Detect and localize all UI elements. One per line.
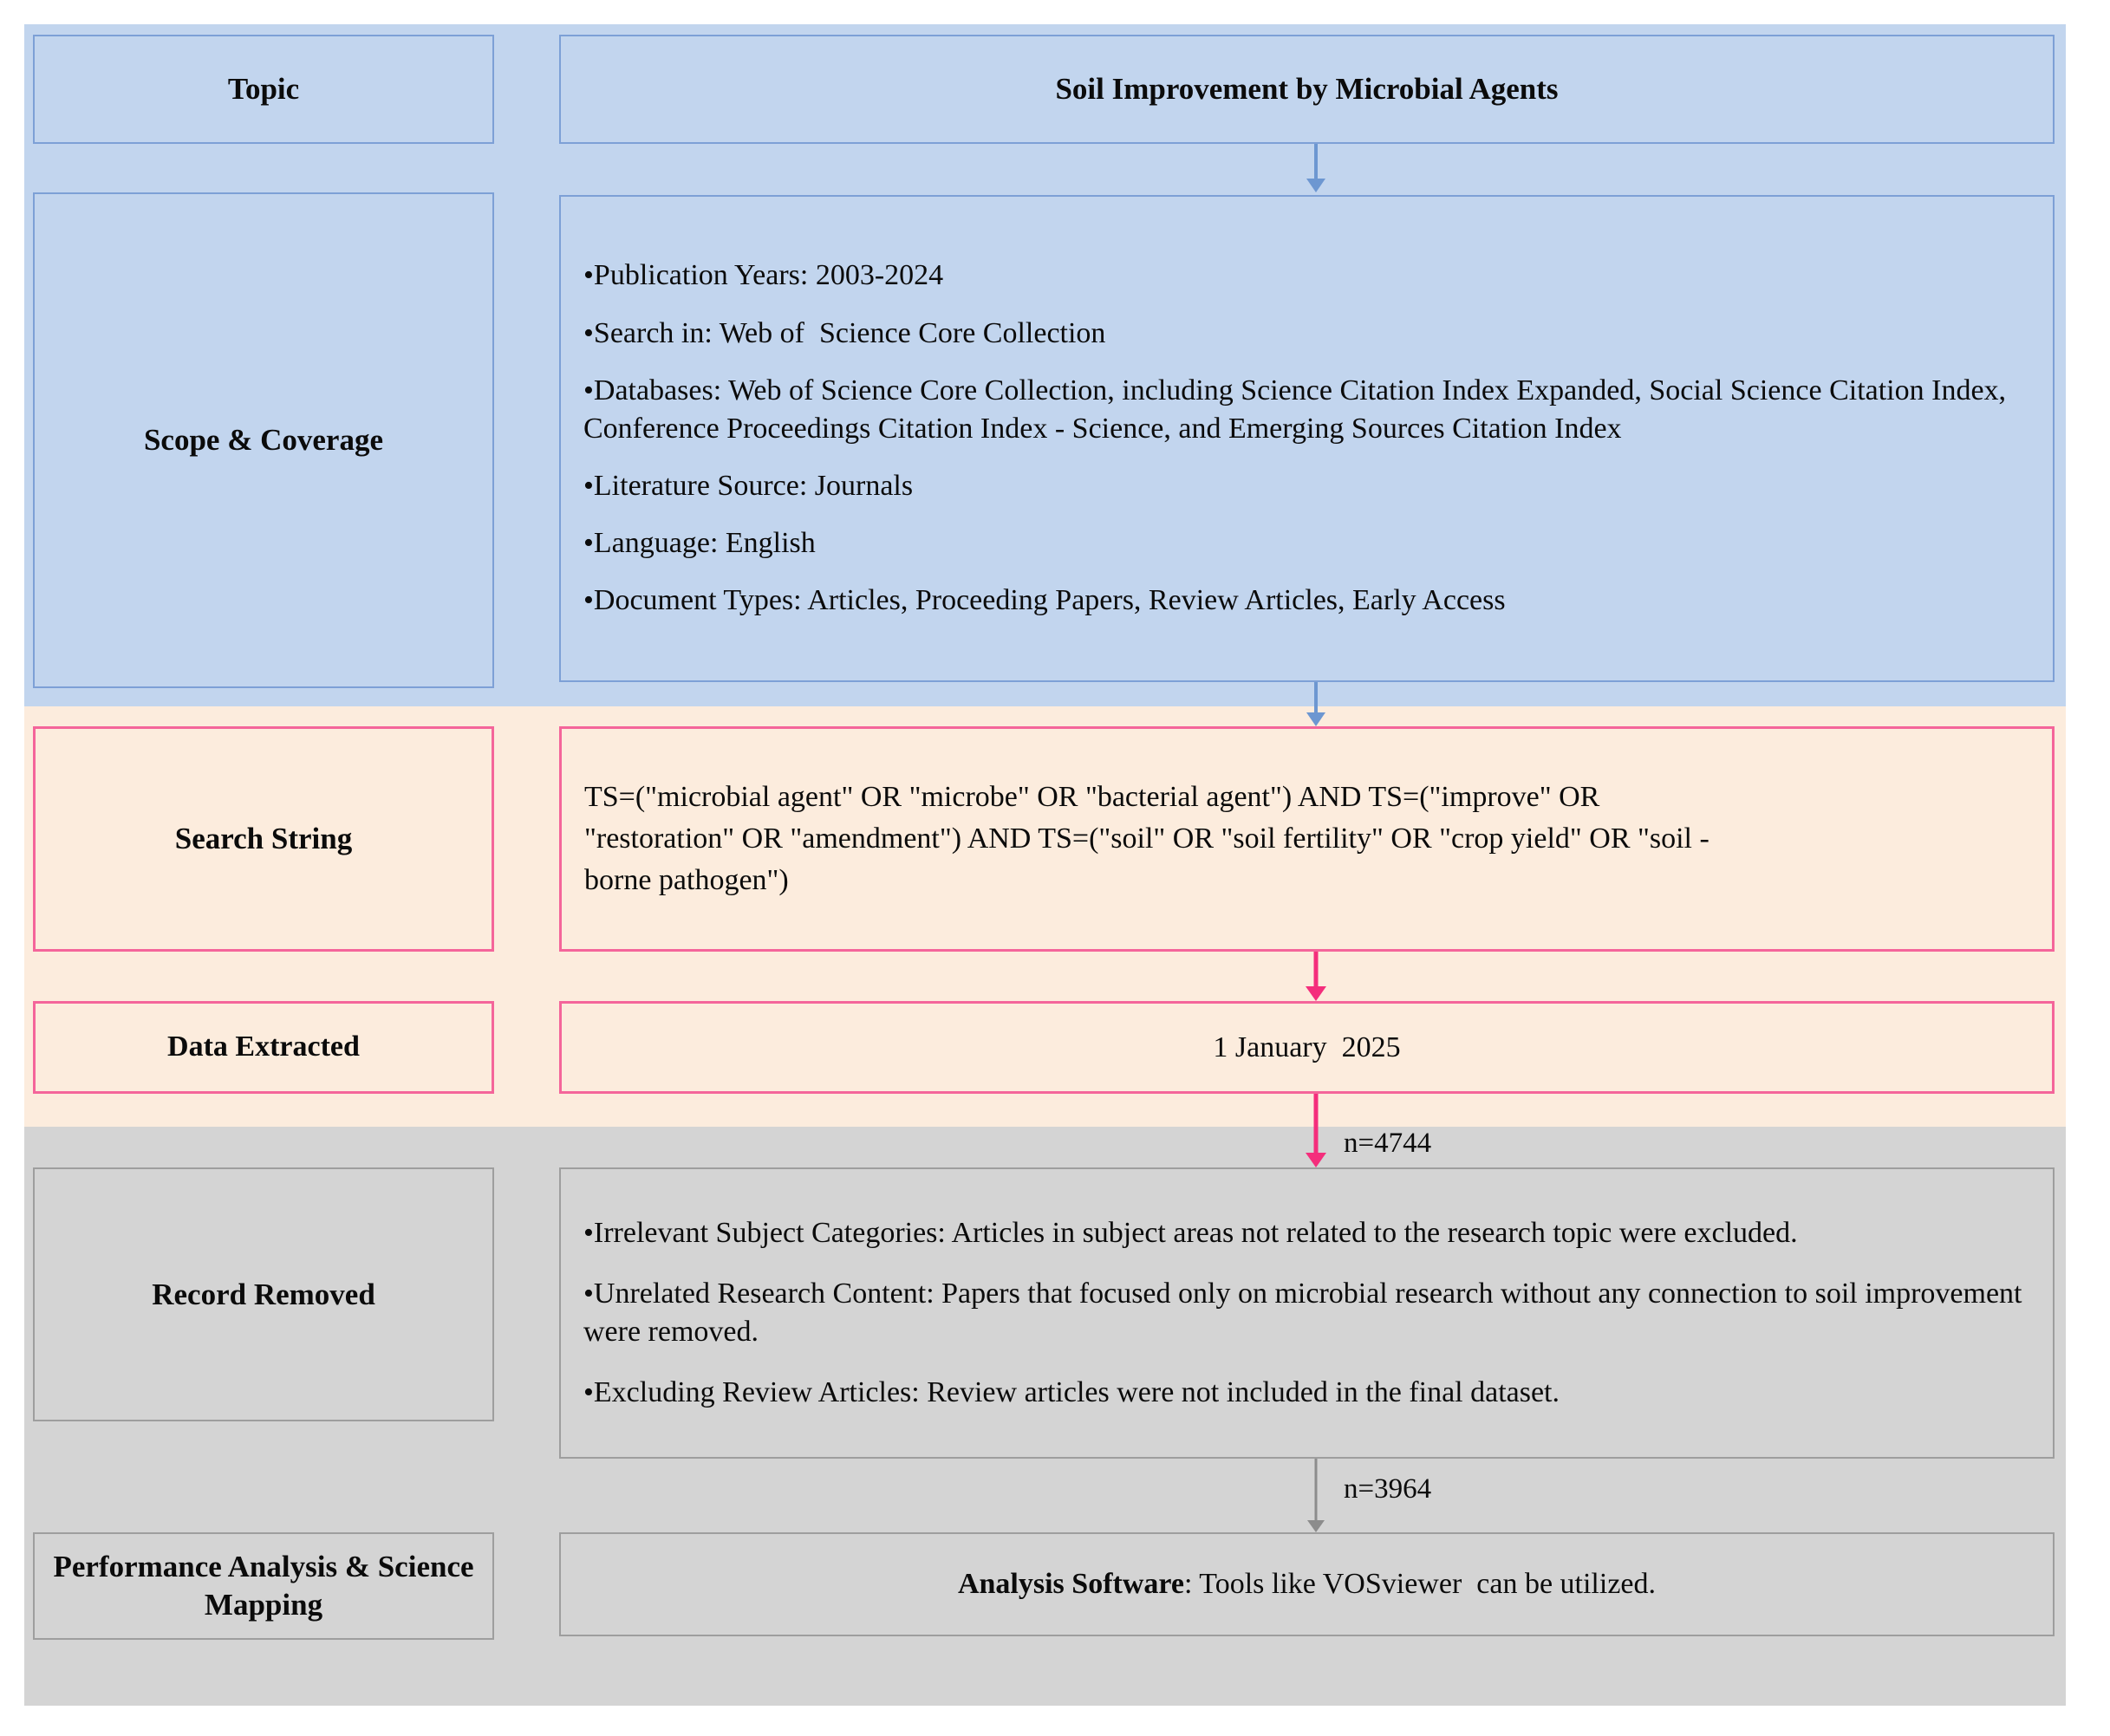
record-removed-content-box bbox=[559, 1167, 2055, 1459]
topic-label: Topic bbox=[227, 72, 300, 107]
extraction-date: 1 January 2025 bbox=[1213, 1031, 1401, 1063]
scope-bullet-search-in: • Search in: Web of Science Core Collection bbox=[583, 315, 2030, 353]
search-label: Search String bbox=[174, 822, 353, 856]
data-extracted-label-box bbox=[33, 1001, 494, 1094]
arrow-stem bbox=[1314, 682, 1318, 716]
arrow-scope-to-search bbox=[1305, 682, 1327, 726]
search-string-line: TS=("microbial agent" OR "microbe" OR "bacterial agent") AND TS=("improve" OR bbox=[584, 780, 1600, 813]
data-extracted-label: Data Extracted bbox=[167, 1031, 360, 1063]
arrow-down-icon bbox=[1306, 712, 1325, 726]
search-content-box bbox=[559, 726, 2055, 952]
arrow-down-icon bbox=[1306, 179, 1325, 192]
arrow-record-to-analysis bbox=[1305, 1459, 1327, 1532]
arrow-data-to-record bbox=[1305, 1094, 1327, 1167]
scope-bullet-literature-source: • Literature Source: Journals bbox=[583, 467, 2030, 505]
analysis-software-box bbox=[559, 1532, 2055, 1636]
analysis-software-text bbox=[958, 1568, 1656, 1601]
record-bullet-irrelevant-categories: • Irrelevant Subject Categories: Articles in subject areas not related to the research topic were excluded. bbox=[583, 1214, 2030, 1252]
count-after-extraction: n=4744 bbox=[1344, 1128, 1432, 1159]
record-removed-label-box bbox=[33, 1167, 494, 1421]
topic-title: Soil Improvement by Microbial Agents bbox=[1055, 72, 1559, 106]
arrow-down-icon bbox=[1306, 986, 1326, 1001]
arrow-stem bbox=[1314, 1094, 1319, 1155]
analysis-software-detail: : Tools like VOSviewer can be utilized. bbox=[1183, 1568, 1657, 1600]
record-bullet-unrelated-content: • Unrelated Research Content: Papers that focused only on microbial research without any connection to soil improvement were removed. bbox=[583, 1275, 2030, 1351]
arrow-down-icon bbox=[1306, 1153, 1326, 1167]
search-label-box bbox=[33, 726, 494, 952]
arrow-down-icon bbox=[1307, 1520, 1325, 1532]
record-bullet-excluding-reviews: • Excluding Review Articles: Review articles were not included in the final dataset. bbox=[583, 1374, 2030, 1412]
arrow-stem bbox=[1314, 144, 1318, 182]
search-string-line: "restoration" OR "amendment") AND TS=("soil" OR "soil fertility" OR "crop yield" OR "soil - bbox=[584, 822, 1709, 855]
record-removed-label: Record Removed bbox=[152, 1277, 375, 1311]
arrow-search-to-data bbox=[1305, 952, 1327, 1001]
scope-bullet-databases: • Databases: Web of Science Core Collection, including Science Citation Index Expanded, Social Science Citation Index, Conference Proceedings Citation Index - Science, and Emerging Sources Citation Index bbox=[583, 372, 2030, 448]
scope-bullet-publication-years: • Publication Years: 2003-2024 bbox=[583, 257, 2030, 295]
scope-content-box bbox=[559, 195, 2055, 682]
arrow-topic-to-scope bbox=[1305, 144, 1327, 192]
scope-bullet-document-types: • Document Types: Articles, Proceeding Papers, Review Articles, Early Access bbox=[583, 582, 2030, 620]
count-after-removal: n=3964 bbox=[1344, 1473, 1432, 1505]
arrow-stem bbox=[1314, 952, 1319, 990]
data-extracted-content-box bbox=[559, 1001, 2055, 1094]
analysis-software-term: Analysis Software bbox=[957, 1568, 1184, 1600]
performance-label: Performance Analysis & Science Mapping bbox=[53, 1550, 474, 1622]
scope-label-box bbox=[33, 192, 494, 688]
performance-label-box bbox=[33, 1532, 494, 1640]
scope-label: Scope & Coverage bbox=[143, 423, 384, 458]
search-string-line: borne pathogen") bbox=[584, 864, 789, 897]
arrow-stem bbox=[1315, 1459, 1318, 1522]
topic-label-box bbox=[33, 35, 494, 144]
topic-title-box bbox=[559, 35, 2055, 144]
scope-bullet-language: • Language: English bbox=[583, 524, 2030, 562]
